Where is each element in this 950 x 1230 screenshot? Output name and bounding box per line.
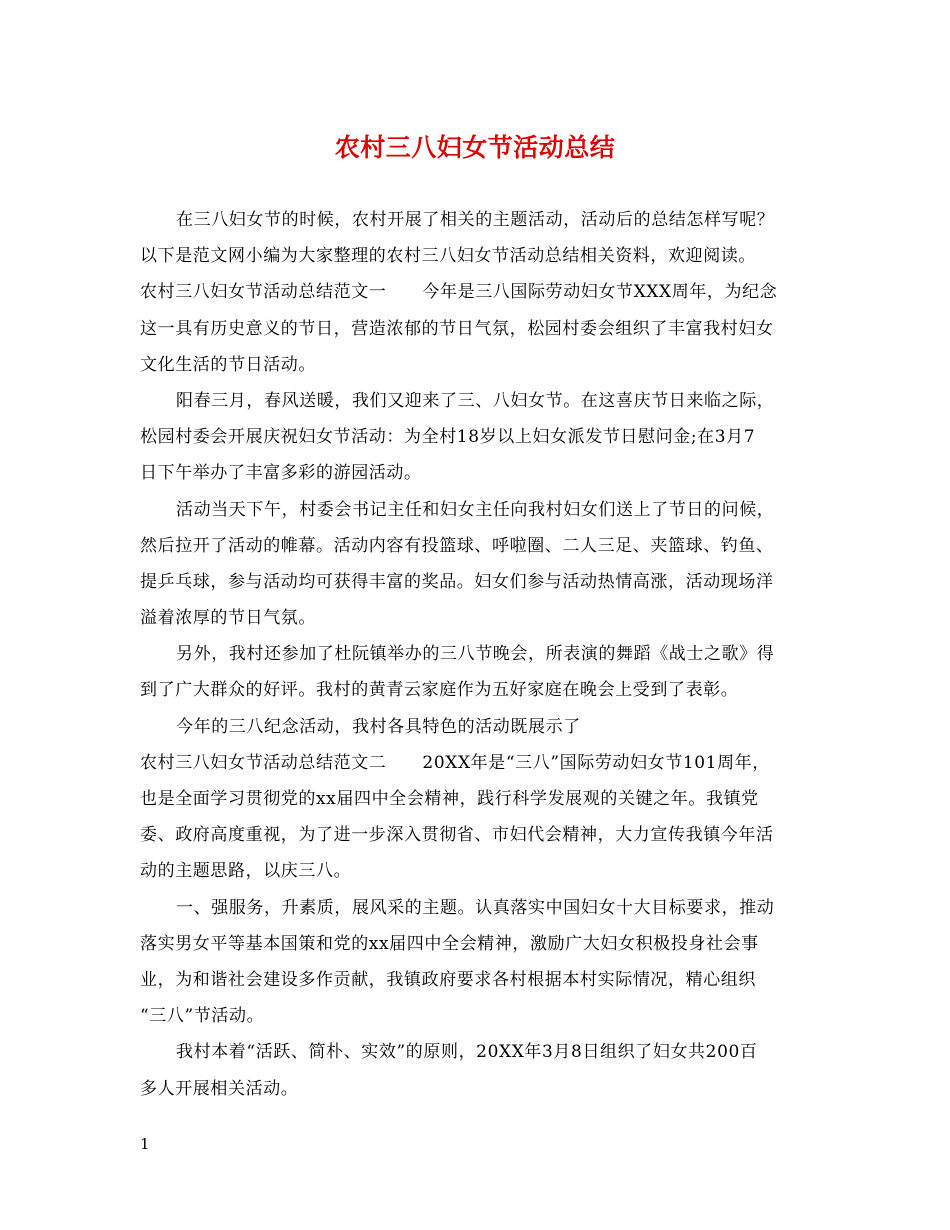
body-line: 多人开展相关活动。 — [140, 1078, 299, 1099]
body-line: 业，为和谐社会建设多作贡献，我镇政府要求各村根据本村实际情况，精心组织 — [140, 969, 756, 990]
body-line: 活动当天下午，村委会书记主任和妇女主任向我村妇女们送上了节日的问候， — [176, 499, 775, 520]
document-title: 农村三八妇女节活动总结 — [334, 133, 616, 162]
body-line: 另外，我村还参加了杜阮镇举办的三八节晚会，所表演的舞蹈《战士之歌》得 — [176, 644, 775, 665]
body-line: 在三八妇女节的时候，农村开展了相关的主题活动，活动后的总结怎样写呢？ — [176, 210, 775, 230]
body-line: 动的主题思路，以庆三八。 — [140, 861, 352, 882]
body-line: “三八”节活动。 — [140, 1006, 265, 1027]
section-heading: 农村三八妇女节活动总结范文一 — [140, 282, 387, 303]
body-line: 松园村委会开展庆祝妇女节活动：为全村18岁以上妇女派发节日慰问金;在3月7 — [140, 427, 756, 448]
body-line: 这一具有历史意义的节日，营造浓郁的节日气氛，松园村委会组织了丰富我村妇女 — [140, 318, 774, 339]
section-heading: 农村三八妇女节活动总结范文二 — [140, 752, 387, 773]
body-line: 阳春三月，春风送暖，我们又迎来了三、八妇女节。在这喜庆节日来临之际， — [176, 390, 775, 411]
page-number: 1 — [140, 1135, 150, 1153]
body-line: 溢着浓厚的节日气氛。 — [140, 608, 316, 629]
body-line-segment: 今年是三八国际劳动妇女节XXX周年，为纪念 — [422, 282, 778, 303]
body-line: 提乒乓球，参与活动均可获得丰富的奖品。妇女们参与活动热情高涨，活动现场洋 — [140, 571, 774, 592]
body-line: 今年的三八纪念活动，我村各具特色的活动既展示了 — [176, 716, 581, 737]
body-line: 文化生活的节日活动。 — [140, 354, 316, 375]
body-line-segment: 20XX年是“三八”国际劳动妇女节101周年， — [422, 752, 770, 773]
body-line: 以下是范文网小编为大家整理的农村三八妇女节活动总结相关资料，欢迎阅读。 — [140, 246, 756, 267]
body-line-with-heading — [140, 274, 812, 310]
body-line-with-heading — [140, 745, 812, 781]
body-line: 落实男女平等基本国策和党的xx届四中全会精神，激励广大妇女积极投身社会事 — [140, 933, 759, 954]
body-line: 也是全面学习贯彻党的xx届四中全会精神，践行科学发展观的关键之年。我镇党 — [140, 789, 759, 809]
body-line: 日下午举办了丰富多彩的游园活动。 — [140, 463, 422, 484]
body-line: 然后拉开了活动的帷幕。活动内容有投篮球、呼啦圈、二人三足、夹篮球、钓鱼、 — [140, 535, 774, 556]
body-line: 委、政府高度重视，为了进一步深入贯彻省、市妇代会精神，大力宣传我镇今年活 — [140, 825, 774, 846]
body-line: 我村本着“活跃、简朴、实效”的原则，20XX年3月8日组织了妇女共200百 — [176, 1042, 758, 1063]
body-line: 一、强服务，升素质，展风采的主题。认真落实中国妇女十大目标要求，推动 — [176, 897, 775, 918]
document-body — [140, 202, 812, 1107]
body-line: 到了广大群众的好评。我村的黄青云家庭作为五好家庭在晚会上受到了表彰。 — [140, 680, 739, 701]
